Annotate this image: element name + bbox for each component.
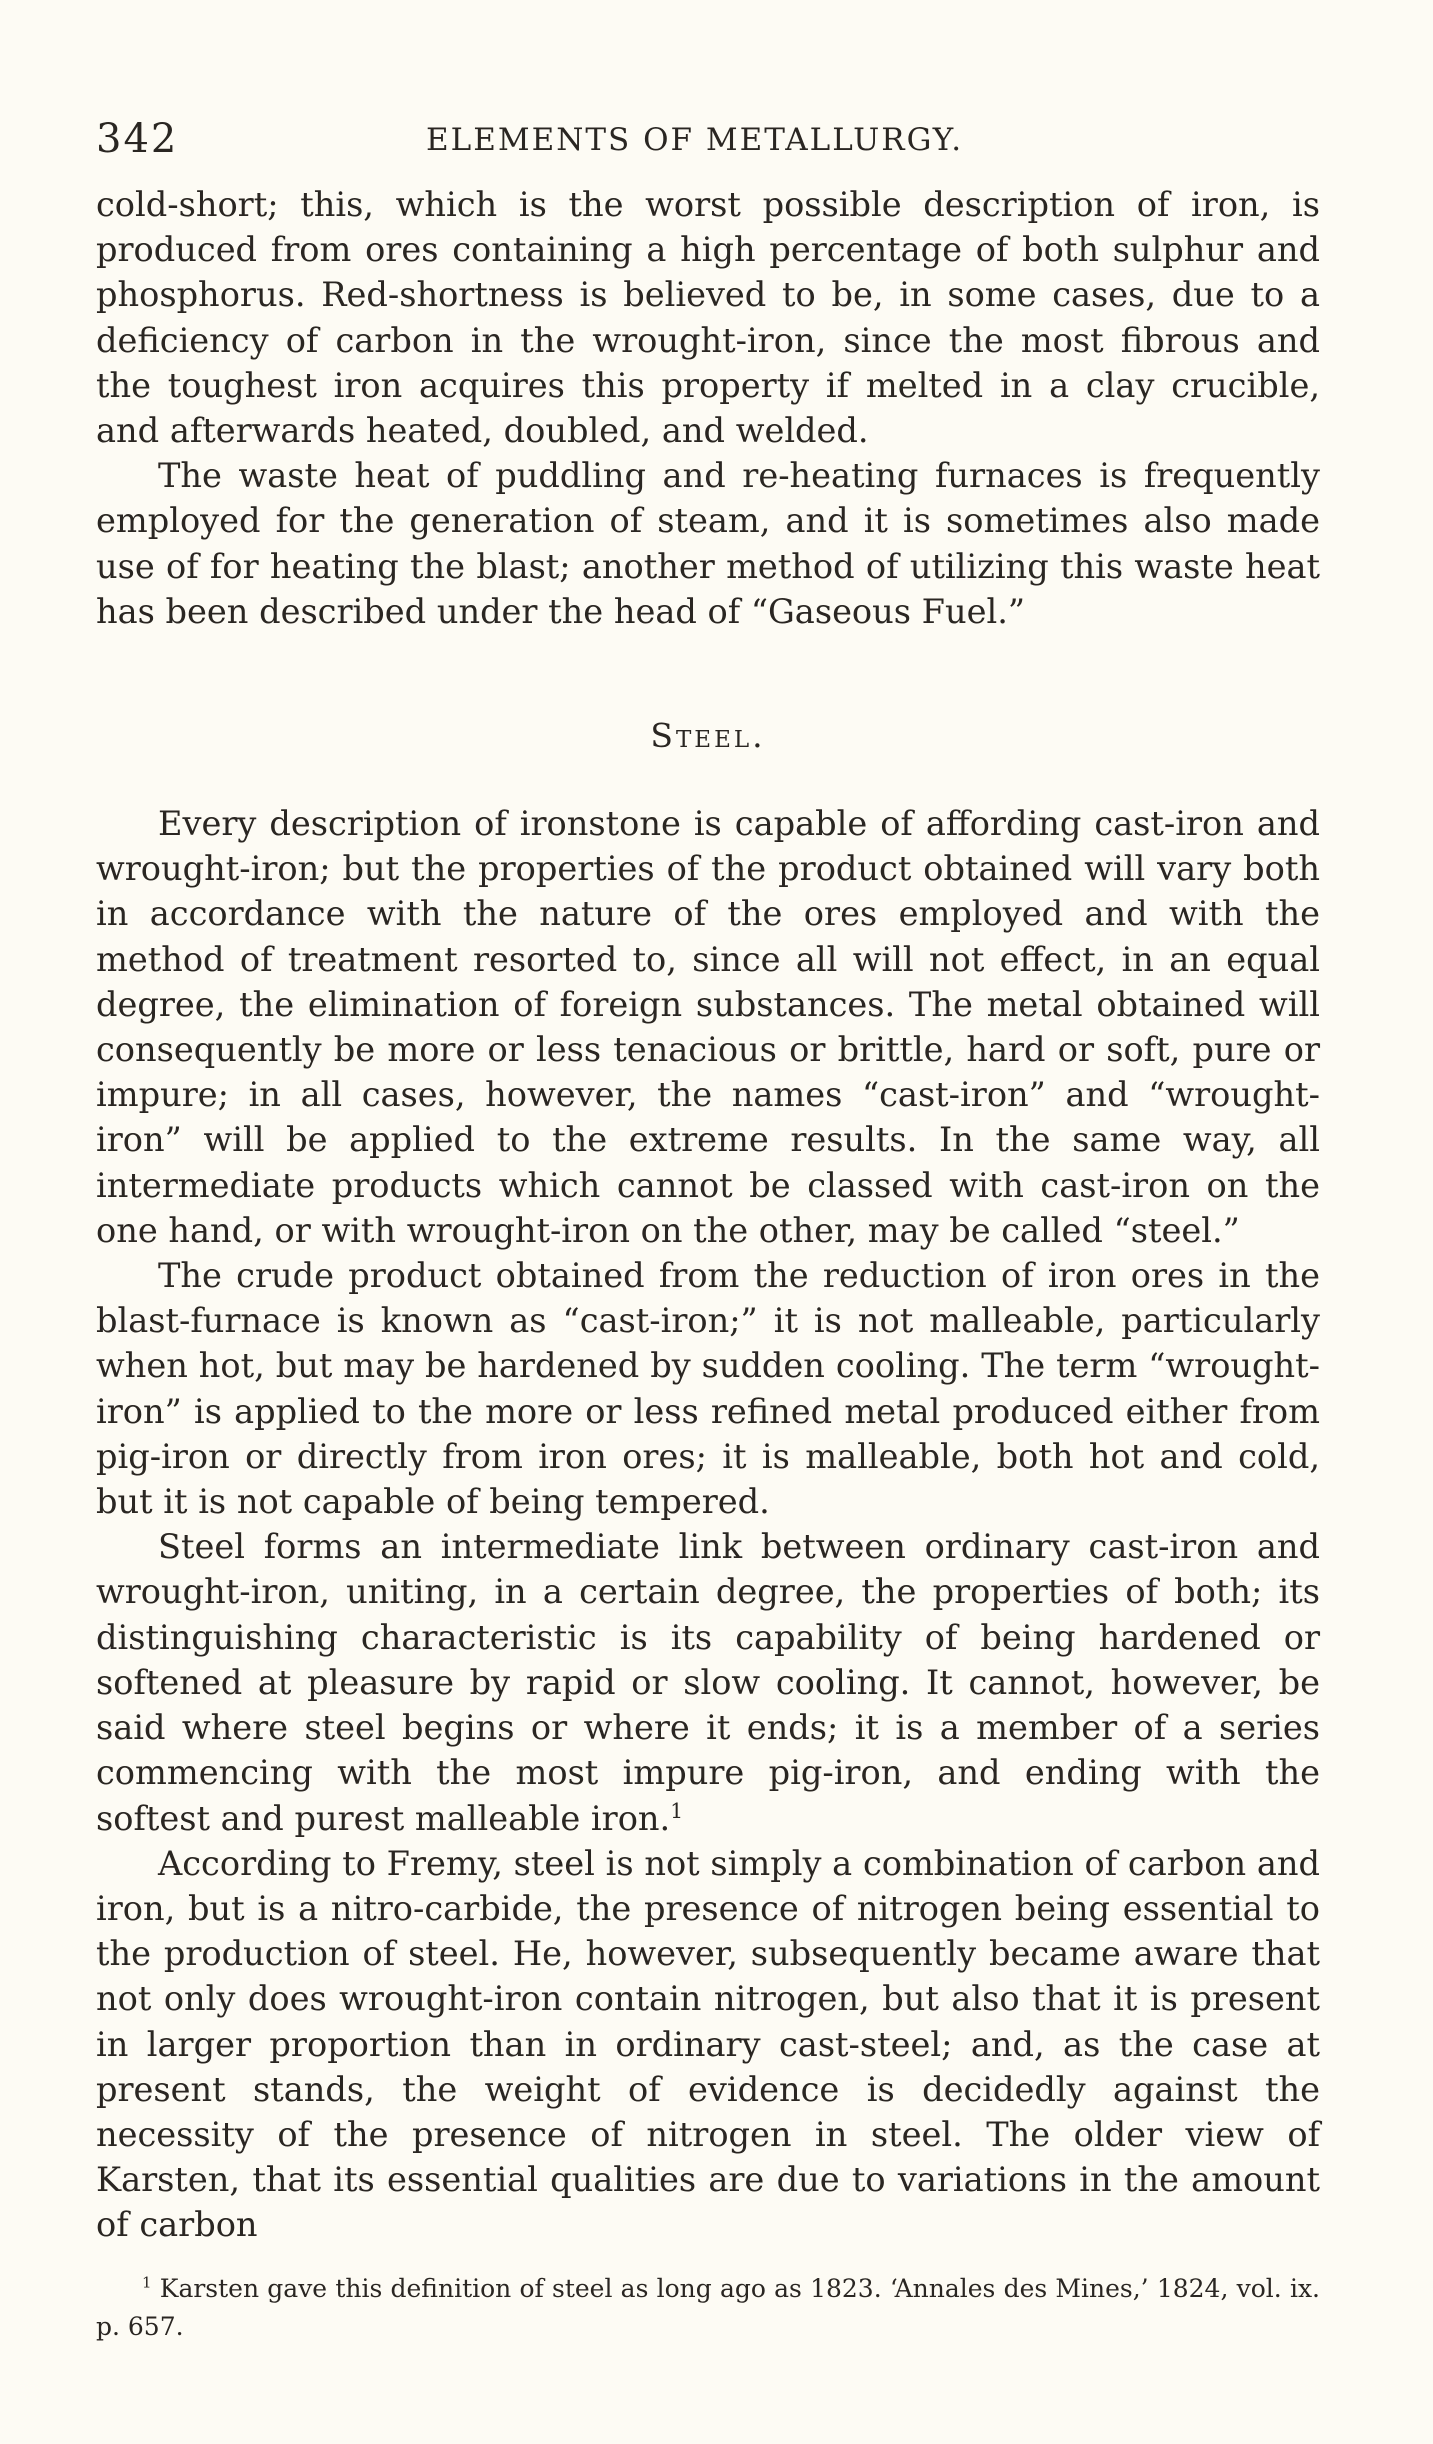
section-heading-steel: Steel. xyxy=(650,716,766,756)
paragraph-continued: cold-short; this, which is the worst possible description of iron, is produced from ores containing a high percentage of both sulphur and phosphorus. Red-shortness is believed to be, in some cases, due to a deficiency of carbon in the wrought-iron, since the most fibrous and the toughest iron acquires this property if melted in a clay crucible, and afterwards heated, doubled, and welded. xyxy=(96,185,1320,451)
footnote-reference: 1 xyxy=(670,1798,684,1823)
paragraph: The crude product obtained from the reduction of iron ores in the blast-furnace is known as “cast-iron;” it is not malleable, particularly when hot, but may be hardened by sudden cooling. The term “wrought-iron” is applied to the more or less refined metal produced either from pig-iron or directly from iron ores; it is malleable, both hot and cold, but it is not capable of being tempered. xyxy=(96,1256,1320,1522)
running-title: ELEMENTS OF METALLURGY. xyxy=(426,122,964,158)
footnote-text: Karsten gave this definition of steel as long ago as 1823. ‘Annales des Mines,’ 1824, vol. ix. p. 657. xyxy=(96,2273,1320,2341)
book-page xyxy=(96,116,1320,2346)
paragraph: The waste heat of puddling and re-heating furnaces is frequently employed for the generation of steam, and it is sometimes also made use of for heating the blast; another method of utilizing this waste heat has been described under the head of “Gaseous Fuel.” xyxy=(96,456,1320,631)
page-number: 342 xyxy=(96,116,179,162)
paragraph-with-footnote-ref xyxy=(96,1524,1320,1840)
footnote-1 xyxy=(96,2270,1320,2346)
main-text xyxy=(96,182,1320,2248)
paragraph: Every description of ironstone is capable of affording cast-iron and wrought-iron; but the properties of the product obtained will vary both in accordance with the nature of the ores employed and with the method of treatment resorted to, since all will not effect, in an equal degree, the elimination of foreign substances. The metal obtained will consequently be more or less tenacious or brittle, hard or soft, pure or impure; in all cases, however, the names “cast-iron” and “wrought-iron” will be applied to the extreme results. In the same way, all intermediate products which cannot be classed with cast-iron on the one hand, or with wrought-iron on the other, may be called “steel.” xyxy=(96,804,1320,1250)
footnote-marker: 1 xyxy=(142,2273,152,2292)
footnotes xyxy=(96,2270,1320,2346)
running-header xyxy=(96,116,1320,176)
paragraph-text: Steel forms an intermediate link between ordinary cast-iron and wrought-iron, uniting, in a certain degree, the properties of both; its distinguishing characteristic is its capability of being hardened or softened at pleasure by rapid or slow cooling. It cannot, however, be said where steel begins or where it ends; it is a member of a series commencing with the most impure pig-iron, and ending with the softest and purest malleable iron. xyxy=(96,1527,1320,1838)
paragraph: According to Fremy, steel is not simply a combination of carbon and iron, but is a nitro-carbide, the presence of nitrogen being essential to the production of steel. He, however, subsequently became aware that not only does wrought-iron contain nitrogen, but also that it is present in larger proportion than in ordinary cast-steel; and, as the case at present stands, the weight of evidence is decidedly against the necessity of the presence of nitrogen in steel. The older view of Karsten, that its essential qualities are due to variations in the amount of carbon xyxy=(96,1843,1320,2245)
